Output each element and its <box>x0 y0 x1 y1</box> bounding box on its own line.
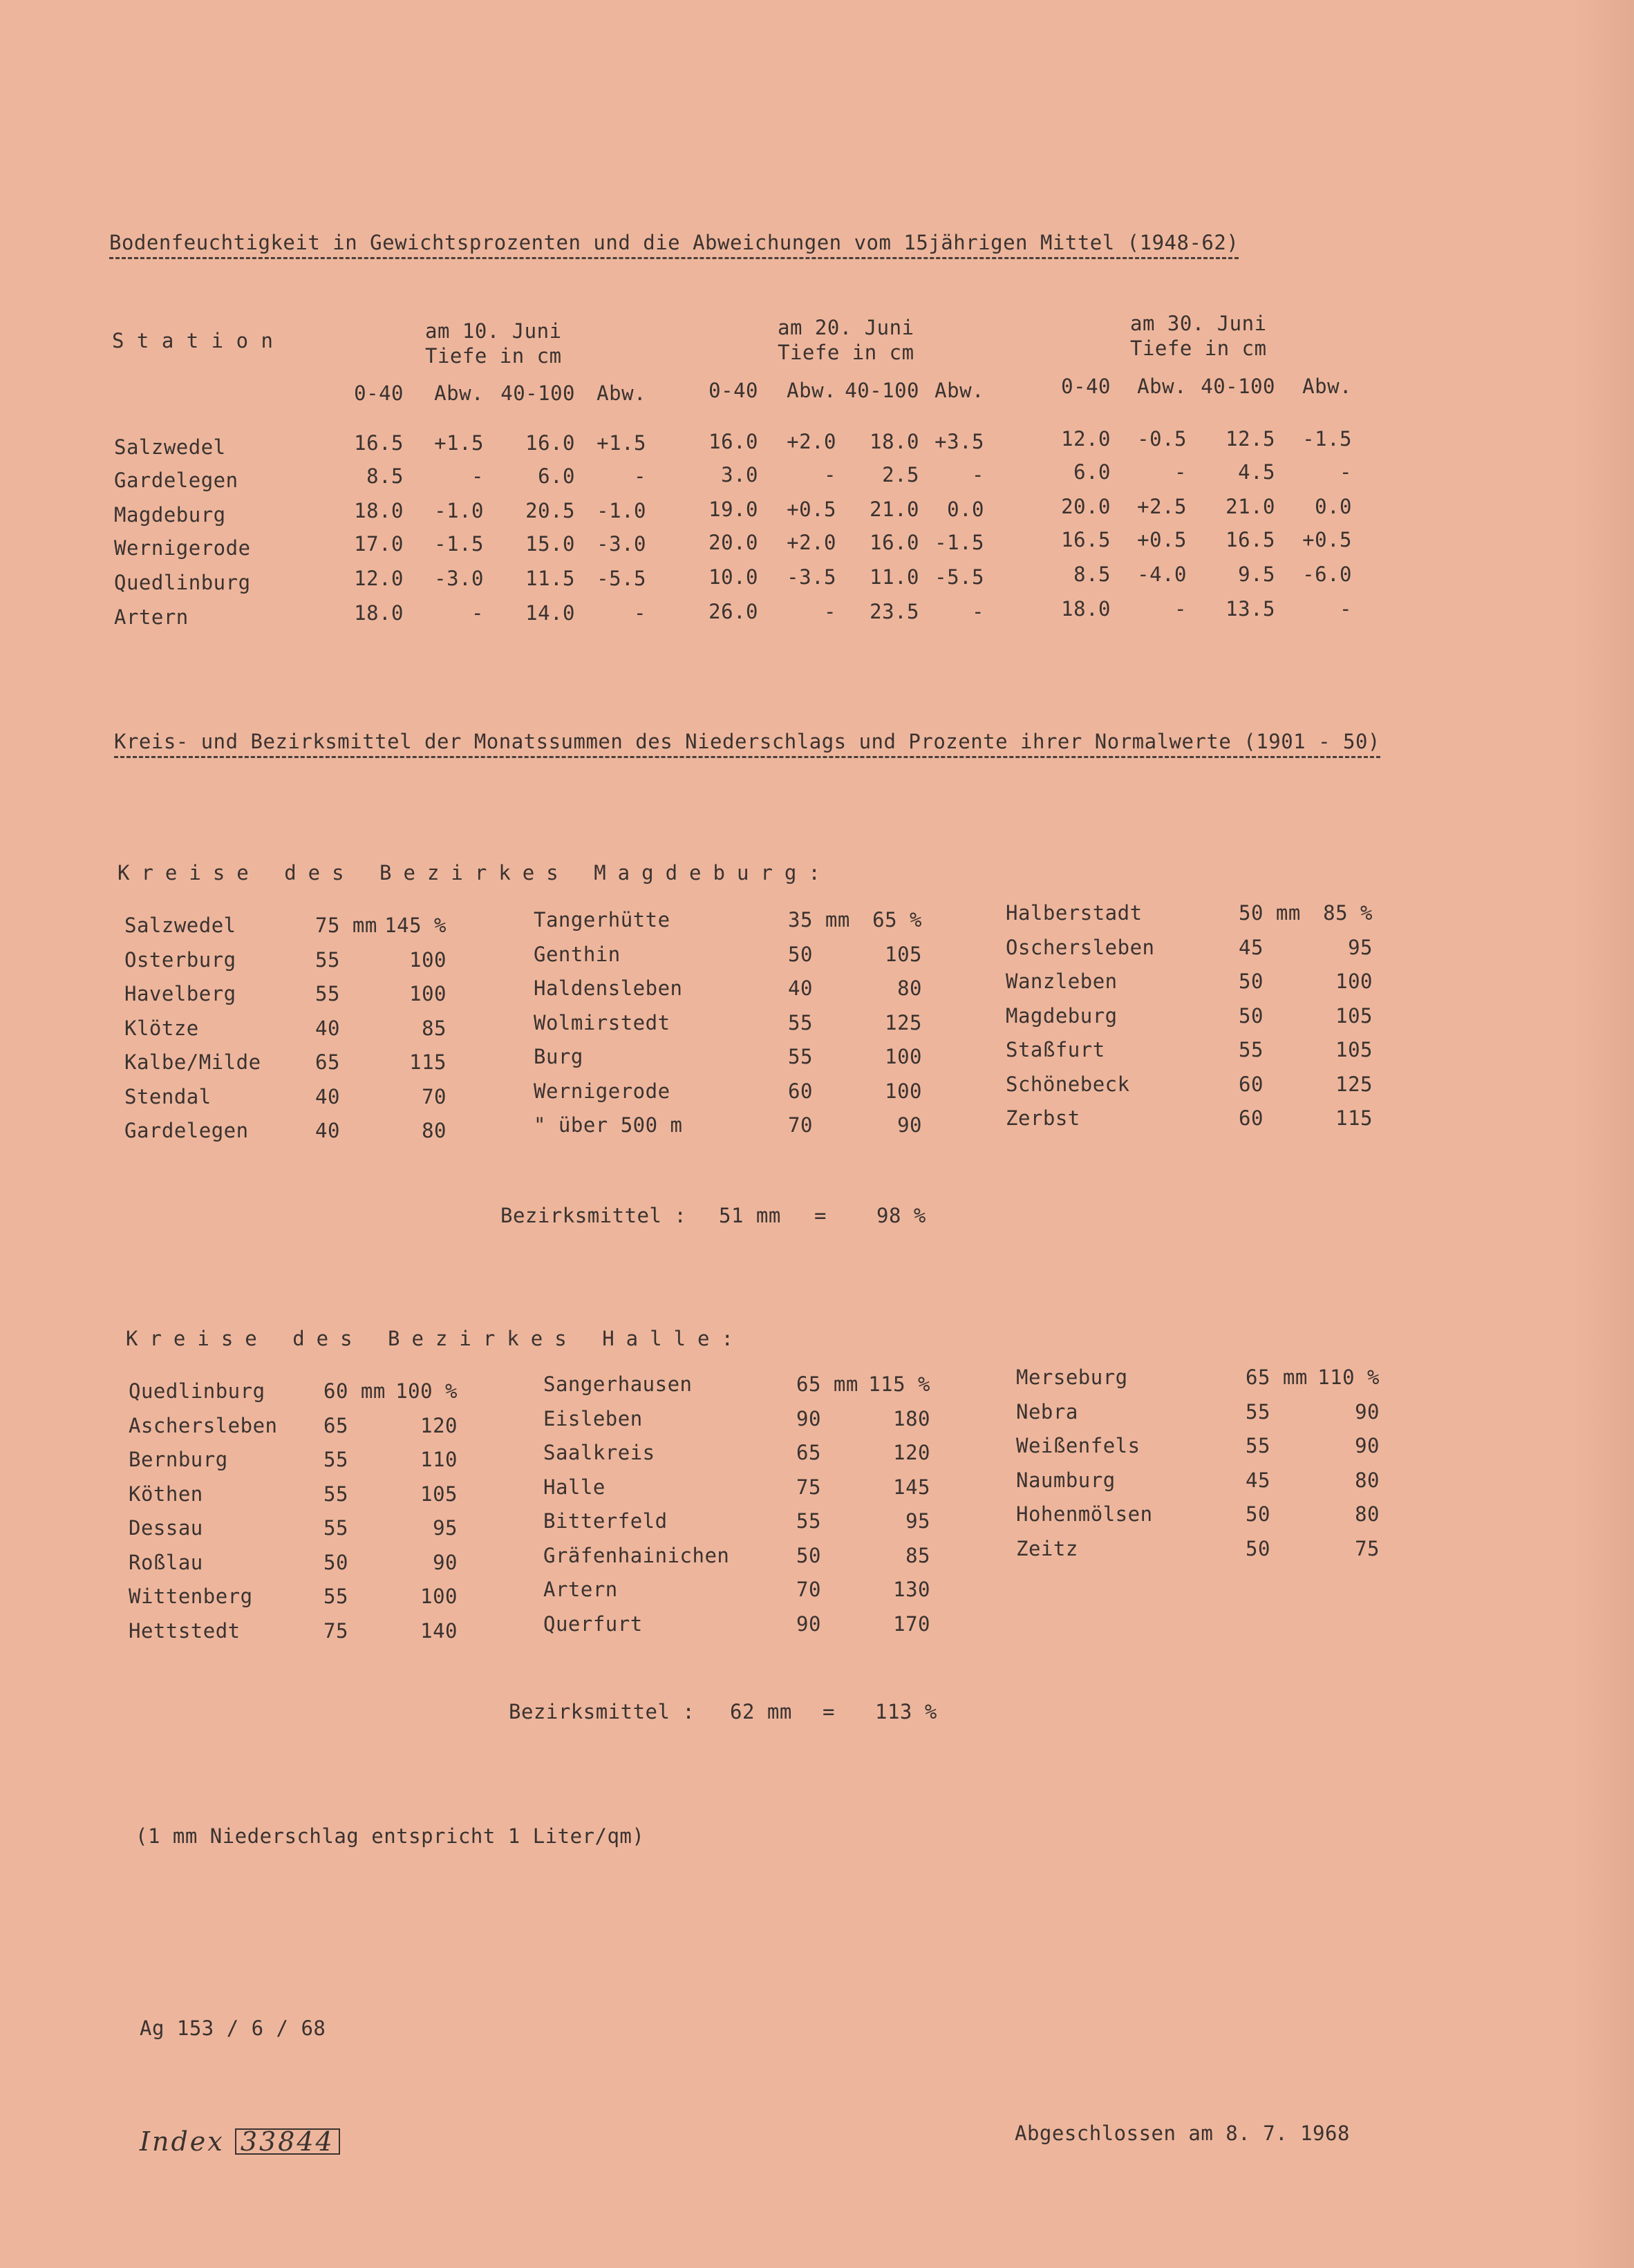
soil-cell: 9.5 <box>1238 563 1275 586</box>
district-mm: 90 <box>796 1406 821 1430</box>
district-percent: 120 <box>420 1413 458 1437</box>
soil-cell: 16.5 <box>354 431 404 455</box>
soil-cell: -3.0 <box>597 532 646 556</box>
district-name: Genthin <box>534 942 621 966</box>
index-label: Index <box>140 2126 225 2157</box>
district-mm: 55 <box>315 982 340 1005</box>
soil-cell: 2.5 <box>882 463 919 486</box>
soil-subheader: 40-100 <box>845 379 919 402</box>
district-percent: 90 <box>897 1113 922 1137</box>
district-percent: 95 <box>1348 935 1373 959</box>
soil-cell: 16.0 <box>870 531 919 554</box>
soil-station-name: Artern <box>114 605 189 629</box>
soil-cell: 14.0 <box>525 601 575 625</box>
district-name: Zerbst <box>1006 1106 1080 1130</box>
soil-cell: +1.5 <box>434 431 484 455</box>
period-2-date: am 20. Juni <box>778 316 914 339</box>
district-mm: 55 <box>323 1482 348 1506</box>
district-mm: 55 <box>796 1509 821 1533</box>
soil-cell: +1.5 <box>597 431 646 455</box>
district-percent: 70 <box>422 1084 447 1108</box>
district-name: Halle <box>543 1475 605 1499</box>
district-name: Quedlinburg <box>129 1379 265 1403</box>
soil-cell: -3.5 <box>787 565 836 589</box>
soil-title: Bodenfeuchtigkeit in Gewichtsprozenten und die Abweichungen vom 15jährigen Mittel (1948-62) <box>109 231 1239 259</box>
district-percent: 105 <box>885 942 922 966</box>
district-mm: 50 <box>1239 970 1264 993</box>
soil-cell: 12.0 <box>1061 427 1111 451</box>
soil-cell: 18.0 <box>354 499 404 522</box>
district-mm: 55 <box>788 1045 813 1068</box>
soil-subheader: Abw. <box>597 381 646 405</box>
soil-cell: - <box>824 600 836 623</box>
district-percent: 115 % <box>868 1372 930 1396</box>
soil-subheader: Abw. <box>787 379 836 402</box>
district-mm: 55 <box>315 947 340 972</box>
district-percent: 100 <box>885 1079 922 1103</box>
soil-subheader: Abw. <box>1137 375 1187 398</box>
soil-cell: - <box>972 600 984 623</box>
district-percent: 75 <box>1355 1536 1380 1560</box>
soil-cell: -6.0 <box>1302 563 1352 586</box>
magdeburg-heading: Kreise des Bezirkes Magdeburg: <box>118 861 832 885</box>
soil-station-name: Salzwedel <box>114 435 226 459</box>
district-name: Halberstadt <box>1006 901 1143 925</box>
soil-cell: +3.5 <box>935 430 984 453</box>
soil-cell: -4.0 <box>1137 563 1187 586</box>
district-percent: 80 <box>897 976 922 1000</box>
soil-cell: 17.0 <box>354 532 404 556</box>
precip-title: Kreis- und Bezirksmittel der Monatssummen des Niederschlags und Prozente ihrer Normalwerte (1901 - 50) <box>114 730 1380 758</box>
district-name: Schönebeck <box>1006 1072 1130 1096</box>
halle-mean-eq: = <box>823 1700 835 1723</box>
halle-mean-label: Bezirksmittel : <box>509 1700 695 1723</box>
district-mm: 55 <box>1246 1399 1270 1424</box>
soil-cell: 12.0 <box>354 567 404 590</box>
district-mm: 75 <box>796 1475 821 1499</box>
district-percent: 95 <box>905 1509 930 1533</box>
district-name: Magdeburg <box>1006 1003 1118 1028</box>
soil-cell: -5.5 <box>935 565 984 589</box>
page-edge-shadow <box>1572 0 1634 2268</box>
index-stamp <box>140 2128 340 2155</box>
soil-cell: 21.0 <box>1226 495 1275 518</box>
district-percent: 180 <box>893 1406 930 1430</box>
district-mm: 65 <box>323 1413 348 1437</box>
district-name: Eisleben <box>543 1406 643 1430</box>
index-number: 33844 <box>235 2128 340 2155</box>
district-name: Köthen <box>129 1482 203 1506</box>
soil-cell: 21.0 <box>870 498 919 521</box>
district-mm: 55 <box>323 1448 348 1471</box>
soil-cell: 20.5 <box>525 499 575 522</box>
district-percent: 100 <box>420 1585 458 1608</box>
district-name: Osterburg <box>124 947 236 972</box>
district-percent: 145 <box>893 1475 930 1499</box>
district-percent: 115 <box>409 1050 447 1074</box>
district-name: Saalkreis <box>543 1441 655 1464</box>
soil-cell: +2.0 <box>787 430 836 453</box>
soil-cell: - <box>1340 597 1352 621</box>
district-mm: 45 <box>1246 1468 1270 1492</box>
district-name: Klötze <box>124 1016 199 1040</box>
district-name: Nebra <box>1016 1399 1078 1424</box>
district-percent: 100 <box>409 982 447 1005</box>
district-mm: 40 <box>788 976 813 1000</box>
soil-cell: 18.0 <box>354 601 404 625</box>
district-percent: 140 <box>420 1618 458 1643</box>
district-mm: 65 <box>796 1441 821 1464</box>
district-name: Zeitz <box>1016 1536 1078 1560</box>
halle-mean-pct: 113 % <box>875 1700 937 1723</box>
district-name: Weißenfels <box>1016 1434 1140 1457</box>
soil-cell: 16.5 <box>1226 528 1275 551</box>
soil-cell: 19.0 <box>708 498 758 521</box>
soil-cell: 11.5 <box>525 567 575 590</box>
district-name: Wittenberg <box>129 1585 253 1608</box>
district-mm: 50 <box>1246 1502 1270 1526</box>
soil-cell: 26.0 <box>708 600 758 623</box>
district-percent: 100 % <box>395 1379 458 1403</box>
soil-cell: 12.5 <box>1226 427 1275 451</box>
district-percent: 105 <box>1335 1003 1373 1028</box>
soil-cell: - <box>634 464 646 488</box>
soil-station-name: Quedlinburg <box>114 571 251 594</box>
district-name: Hettstedt <box>129 1618 241 1643</box>
district-percent: 115 <box>1335 1106 1373 1130</box>
district-name: Bernburg <box>129 1448 228 1471</box>
district-name: Tangerhütte <box>534 908 670 932</box>
district-name: Burg <box>534 1045 583 1068</box>
district-name: Naumburg <box>1016 1468 1116 1492</box>
halle-heading: Kreise des Bezirkes Halle: <box>126 1327 745 1350</box>
district-name: Roßlau <box>129 1550 203 1574</box>
district-mm: 65 mm <box>1246 1365 1308 1389</box>
soil-cell: -1.5 <box>935 531 984 554</box>
district-mm: 50 <box>788 942 813 966</box>
district-mm: 40 <box>315 1119 340 1142</box>
district-mm: 55 <box>1246 1434 1270 1457</box>
magdeburg-mean-mm: 51 mm <box>719 1204 781 1227</box>
soil-cell: - <box>1340 460 1352 484</box>
soil-subheader: 0-40 <box>708 379 758 402</box>
district-mm: 55 <box>323 1585 348 1608</box>
district-mm: 50 <box>323 1550 348 1574</box>
district-percent: 145 % <box>384 914 447 937</box>
soil-cell: - <box>1174 460 1187 484</box>
soil-subheader: 0-40 <box>1061 375 1111 398</box>
district-name: Wanzleben <box>1006 970 1118 993</box>
district-percent: 80 <box>422 1119 447 1142</box>
district-name: Gardelegen <box>124 1119 249 1142</box>
district-name: Stendal <box>124 1084 212 1108</box>
district-percent: 100 <box>1335 970 1373 993</box>
district-mm: 35 mm <box>788 908 850 932</box>
soil-cell: +0.5 <box>1302 528 1352 551</box>
soil-cell: 13.5 <box>1226 597 1275 621</box>
soil-cell: -1.0 <box>597 499 646 522</box>
district-mm: 60 mm <box>323 1379 386 1403</box>
soil-cell: 16.0 <box>525 431 575 455</box>
district-name: Salzwedel <box>124 914 236 937</box>
soil-subheader: 0-40 <box>354 381 404 405</box>
soil-cell: 10.0 <box>708 565 758 589</box>
district-mm: 60 <box>788 1079 813 1103</box>
district-percent: 100 <box>885 1045 922 1068</box>
soil-cell: -1.5 <box>434 532 484 556</box>
soil-subheader: Abw. <box>935 379 984 402</box>
district-mm: 65 <box>315 1050 340 1074</box>
district-name: Haldensleben <box>534 976 683 1000</box>
district-mm: 40 <box>315 1084 340 1108</box>
district-mm: 55 <box>1239 1038 1264 1061</box>
district-mm: 75 <box>323 1618 348 1643</box>
district-percent: 125 <box>1335 1072 1373 1096</box>
soil-cell: 20.0 <box>708 531 758 554</box>
soil-cell: - <box>824 463 836 486</box>
district-mm: 40 <box>315 1016 340 1040</box>
district-mm: 60 <box>1239 1106 1264 1130</box>
district-name: Sangerhausen <box>543 1372 693 1396</box>
soil-cell: 18.0 <box>870 430 919 453</box>
soil-cell: -1.5 <box>1302 427 1352 451</box>
district-name: " über 500 m <box>534 1113 683 1137</box>
district-name: Kalbe/Milde <box>124 1050 261 1074</box>
district-percent: 90 <box>1355 1399 1380 1424</box>
district-name: Gräfenhainichen <box>543 1543 730 1567</box>
soil-cell: 20.0 <box>1061 495 1111 518</box>
soil-cell: -3.0 <box>434 567 484 590</box>
soil-subheader: 40-100 <box>500 381 575 405</box>
period-1-depth: Tiefe in cm <box>425 344 562 368</box>
district-percent: 90 <box>433 1550 458 1574</box>
district-percent: 110 <box>420 1448 458 1471</box>
district-mm: 45 <box>1239 935 1264 959</box>
soil-cell: +0.5 <box>1137 528 1187 551</box>
district-mm: 70 <box>788 1113 813 1137</box>
district-percent: 125 <box>885 1010 922 1034</box>
district-percent: 110 % <box>1317 1365 1380 1389</box>
soil-cell: 0.0 <box>1315 495 1352 518</box>
district-mm: 50 <box>1239 1003 1264 1028</box>
district-percent: 65 % <box>872 908 922 932</box>
district-name: Hohenmölsen <box>1016 1502 1153 1526</box>
soil-cell: - <box>972 463 984 486</box>
station-header: S t a t i o n <box>112 329 274 352</box>
soil-cell: -0.5 <box>1137 427 1187 451</box>
district-percent: 120 <box>893 1441 930 1464</box>
unit-note: (1 mm Niederschlag entspricht 1 Liter/qm) <box>135 1824 645 1848</box>
district-mm: 50 mm <box>1239 901 1301 925</box>
soil-cell: 3.0 <box>721 463 758 486</box>
district-name: Merseburg <box>1016 1365 1128 1389</box>
soil-cell: 18.0 <box>1061 597 1111 621</box>
soil-cell: 0.0 <box>947 498 984 521</box>
district-mm: 50 <box>796 1543 821 1567</box>
period-3-date: am 30. Juni <box>1130 312 1267 335</box>
district-name: Bitterfeld <box>543 1509 668 1533</box>
district-percent: 80 <box>1355 1502 1380 1526</box>
soil-subheader: 40-100 <box>1201 375 1275 398</box>
soil-cell: 6.0 <box>538 464 575 488</box>
district-name: Havelberg <box>124 982 236 1005</box>
district-mm: 55 <box>323 1516 348 1540</box>
period-2-depth: Tiefe in cm <box>778 341 914 364</box>
district-name: Artern <box>543 1578 618 1601</box>
district-percent: 85 <box>905 1543 930 1567</box>
closing-date: Abgeschlossen am 8. 7. 1968 <box>1015 2121 1350 2145</box>
soil-cell: 8.5 <box>366 464 404 488</box>
period-3-depth: Tiefe in cm <box>1130 337 1267 360</box>
district-percent: 105 <box>1335 1038 1373 1061</box>
soil-subheader: Abw. <box>434 381 484 405</box>
soil-cell: 15.0 <box>525 532 575 556</box>
district-percent: 85 % <box>1323 901 1373 925</box>
reference-number: Ag 153 / 6 / 68 <box>140 2016 326 2040</box>
soil-cell: +2.0 <box>787 531 836 554</box>
soil-subheader: Abw. <box>1302 375 1352 398</box>
period-1-date: am 10. Juni <box>425 319 562 343</box>
soil-cell: 16.5 <box>1061 528 1111 551</box>
district-name: Oschersleben <box>1006 935 1155 959</box>
district-name: Aschersleben <box>129 1413 278 1437</box>
soil-station-name: Gardelegen <box>114 469 238 492</box>
soil-cell: 16.0 <box>708 430 758 453</box>
soil-cell: 8.5 <box>1073 563 1111 586</box>
soil-cell: - <box>471 464 484 488</box>
district-percent: 90 <box>1355 1434 1380 1457</box>
district-mm: 90 <box>796 1612 821 1636</box>
soil-cell: 11.0 <box>870 565 919 589</box>
soil-cell: - <box>1174 597 1187 621</box>
soil-cell: +2.5 <box>1137 495 1187 518</box>
halle-mean-mm: 62 mm <box>730 1700 792 1723</box>
district-name: Wernigerode <box>534 1079 670 1103</box>
district-mm: 60 <box>1239 1072 1264 1096</box>
district-mm: 55 <box>788 1010 813 1034</box>
district-name: Wolmirstedt <box>534 1010 670 1034</box>
magdeburg-mean-eq: = <box>814 1204 827 1227</box>
district-mm: 50 <box>1246 1536 1270 1560</box>
district-mm: 70 <box>796 1578 821 1601</box>
soil-station-name: Magdeburg <box>114 503 226 527</box>
district-name: Staßfurt <box>1006 1038 1105 1061</box>
soil-cell: 6.0 <box>1073 460 1111 484</box>
district-percent: 80 <box>1355 1468 1380 1492</box>
district-percent: 130 <box>893 1578 930 1601</box>
district-percent: 170 <box>893 1612 930 1636</box>
district-mm: 65 mm <box>796 1372 858 1396</box>
magdeburg-mean-label: Bezirksmittel : <box>500 1204 687 1227</box>
district-percent: 100 <box>409 947 447 972</box>
soil-cell: - <box>471 601 484 625</box>
district-mm: 75 mm <box>315 914 377 937</box>
district-percent: 105 <box>420 1482 458 1506</box>
district-percent: 95 <box>433 1516 458 1540</box>
soil-cell: 23.5 <box>870 600 919 623</box>
district-name: Dessau <box>129 1516 203 1540</box>
district-name: Querfurt <box>543 1612 643 1636</box>
soil-station-name: Wernigerode <box>114 536 251 560</box>
soil-cell: -1.0 <box>434 499 484 522</box>
soil-cell: +0.5 <box>787 498 836 521</box>
magdeburg-mean-pct: 98 % <box>876 1204 926 1227</box>
soil-cell: 4.5 <box>1238 460 1275 484</box>
soil-cell: - <box>634 601 646 625</box>
district-percent: 85 <box>422 1016 447 1040</box>
soil-cell: -5.5 <box>597 567 646 590</box>
